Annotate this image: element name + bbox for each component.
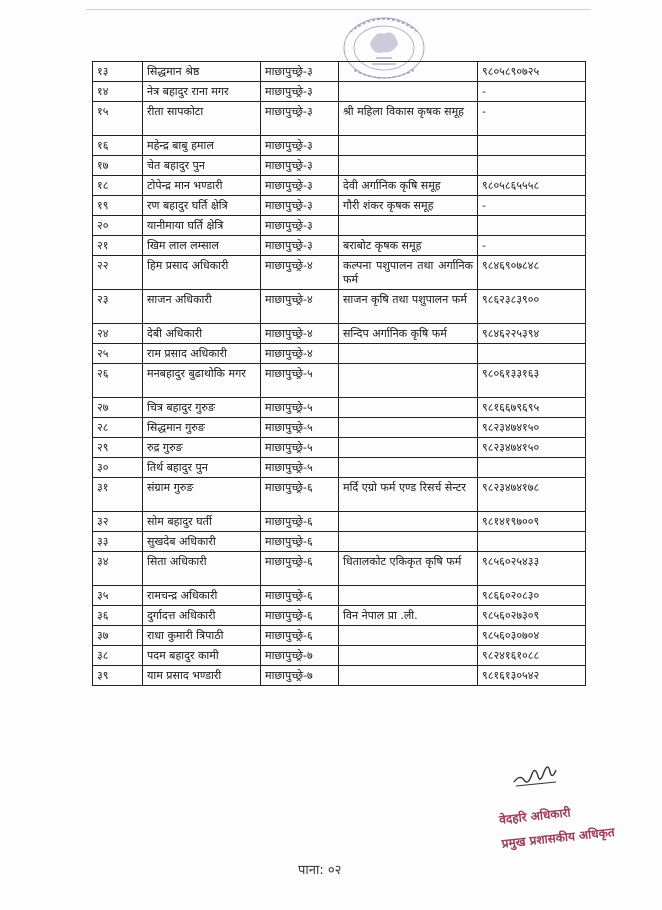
table-row [93, 156, 586, 176]
table-row [93, 398, 586, 418]
cell-group: सन्दिप अर्गानिक कृषि फर्म [339, 324, 478, 344]
cell-name: सिता अधिकारी [143, 552, 261, 586]
cell-address: माछापुच्छ्रे-५ [261, 438, 339, 458]
cell-address: माछापुच्छ्रे-६ [261, 512, 339, 532]
table-row [93, 666, 586, 686]
table-row [93, 478, 586, 512]
cell-serial: ३९ [93, 666, 143, 686]
cell-name: मनबहादुर बुढाथोकि मगर [143, 364, 261, 398]
cell-address: माछापुच्छ्रे-३ [261, 62, 339, 82]
cell-serial: १८ [93, 176, 143, 196]
cell-name: याम प्रसाद भण्डारी [143, 666, 261, 686]
cell-address: माछापुच्छ्रे-५ [261, 364, 339, 398]
cell-group: देवी अर्गानिक कृषि समूह [339, 176, 478, 196]
table-row [93, 344, 586, 364]
cell-serial: १७ [93, 156, 143, 176]
handwritten-signature [508, 756, 568, 796]
cell-serial: २९ [93, 438, 143, 458]
cell-name: टोपेन्द्र मान भण्डारी [143, 176, 261, 196]
cell-name: देबी अधिकारी [143, 324, 261, 344]
cell-group: मर्दि एग्रो फर्म एण्ड रिसर्च सेन्टर [339, 478, 478, 512]
cell-phone: - [478, 236, 586, 256]
table-row [93, 418, 586, 438]
cell-phone: - [478, 82, 586, 102]
cell-group [339, 626, 478, 646]
table-row [93, 62, 586, 82]
cell-address: माछापुच्छ्रे-३ [261, 82, 339, 102]
cell-name: सुखदेब अधिकारी [143, 532, 261, 552]
cell-address: माछापुच्छ्रे-४ [261, 256, 339, 290]
cell-address: माछापुच्छ्रे-६ [261, 586, 339, 606]
cell-name: राम प्रसाद अधिकारी [143, 344, 261, 364]
table-row [93, 626, 586, 646]
cell-name: चेत बहादुर पुन [143, 156, 261, 176]
cell-address: माछापुच्छ्रे-६ [261, 552, 339, 586]
cell-phone: ९८६२३८३९०० [478, 290, 586, 324]
table-row [93, 82, 586, 102]
cell-address: माछापुच्छ्रे-५ [261, 398, 339, 418]
cell-phone [478, 532, 586, 552]
cell-group [339, 438, 478, 458]
cell-serial: २५ [93, 344, 143, 364]
table-row [93, 586, 586, 606]
officer-name: वेदहरि अधिकारी [498, 805, 572, 827]
cell-name: पदम बहादुर कामी [143, 646, 261, 666]
cell-phone [478, 344, 586, 364]
table-row [93, 364, 586, 398]
cell-phone: ९८५६०३०७०४ [478, 626, 586, 646]
cell-phone: ९८६६०२०८३० [478, 586, 586, 606]
cell-serial: २३ [93, 290, 143, 324]
table-row [93, 256, 586, 290]
beneficiary-table [92, 61, 586, 686]
cell-name: तिर्थ बहादुर पुन [143, 458, 261, 478]
table-row [93, 606, 586, 626]
cell-group [339, 82, 478, 102]
cell-phone: ९८२३४७४१५० [478, 418, 586, 438]
cell-group [339, 586, 478, 606]
cell-phone: ९८२३४७४१५० [478, 438, 586, 458]
cell-phone: ९८२४१६१०८८ [478, 646, 586, 666]
cell-group [339, 532, 478, 552]
cell-serial: २२ [93, 256, 143, 290]
cell-serial: २० [93, 216, 143, 236]
cell-name: यानीमाया घर्ति क्षेत्रि [143, 216, 261, 236]
table-row [93, 324, 586, 344]
cell-group: कल्पना पशुपालन तथा अर्गानिक फर्म [339, 256, 478, 290]
cell-group [339, 216, 478, 236]
cell-serial: १४ [93, 82, 143, 102]
cell-address: माछापुच्छ्रे-३ [261, 216, 339, 236]
cell-name: राधा कुमारी त्रिपाठी [143, 626, 261, 646]
table-row [93, 458, 586, 478]
cell-serial: ३५ [93, 586, 143, 606]
table-row [93, 196, 586, 216]
cell-name: खिम लाल लम्साल [143, 236, 261, 256]
cell-serial: २१ [93, 236, 143, 256]
cell-group: बराबोट कृषक समूह [339, 236, 478, 256]
cell-serial: १३ [93, 62, 143, 82]
cell-phone: ९८५६०२७३०९ [478, 606, 586, 626]
cell-phone [478, 136, 586, 156]
cell-phone: - [478, 102, 586, 136]
cell-name: चित्र बहादुर गुरुङ [143, 398, 261, 418]
cell-phone: - [478, 196, 586, 216]
cell-address: माछापुच्छ्रे-५ [261, 418, 339, 438]
table-row [93, 646, 586, 666]
cell-serial: २४ [93, 324, 143, 344]
cell-address: माछापुच्छ्रे-३ [261, 102, 339, 136]
cell-name: महेन्द्र बाबु हमाल [143, 136, 261, 156]
cell-address: माछापुच्छ्रे-५ [261, 458, 339, 478]
cell-address: माछापुच्छ्रे-३ [261, 196, 339, 216]
cell-group [339, 646, 478, 666]
cell-serial: १६ [93, 136, 143, 156]
table-row [93, 102, 586, 136]
cell-address: माछापुच्छ्रे-७ [261, 666, 339, 686]
cell-serial: ३१ [93, 478, 143, 512]
cell-address: माछापुच्छ्रे-३ [261, 176, 339, 196]
table-row [93, 512, 586, 532]
table-row [93, 532, 586, 552]
cell-address: माछापुच्छ्रे-३ [261, 136, 339, 156]
cell-group: धितालकोट एकिकृत कृषि फर्म [339, 552, 478, 586]
cell-group [339, 136, 478, 156]
cell-name: सोम बहादुर घर्ती [143, 512, 261, 532]
cell-address: माछापुच्छ्रे-४ [261, 324, 339, 344]
cell-name: रीता सापकोटा [143, 102, 261, 136]
table-row [93, 552, 586, 586]
cell-name: रामचन्द्र अधिकारी [143, 586, 261, 606]
cell-name: सिद्धमान श्रेष्ठ [143, 62, 261, 82]
cell-phone: ९८१४१९७००९ [478, 512, 586, 532]
table-row [93, 136, 586, 156]
cell-group: विन नेपाल प्रा .ली. [339, 606, 478, 626]
cell-serial: १९ [93, 196, 143, 216]
cell-phone [478, 458, 586, 478]
cell-group [339, 398, 478, 418]
cell-group: गौरी शंकर कृषक समूह [339, 196, 478, 216]
cell-serial: ३० [93, 458, 143, 478]
cell-serial: २७ [93, 398, 143, 418]
cell-group [339, 364, 478, 398]
table-row [93, 290, 586, 324]
table-body [93, 62, 586, 686]
cell-group [339, 344, 478, 364]
cell-phone: ९८०६१३३१६३ [478, 364, 586, 398]
cell-serial: २८ [93, 418, 143, 438]
cell-group: साजन कृषि तथा पशुपालन फर्म [339, 290, 478, 324]
cell-phone: ९८२३४७४१७८ [478, 478, 586, 512]
cell-address: माछापुच्छ्रे-६ [261, 606, 339, 626]
cell-address: माछापुच्छ्रे-४ [261, 290, 339, 324]
cell-phone: ९८४६९०७८४८ [478, 256, 586, 290]
cell-address: माछापुच्छ्रे-३ [261, 156, 339, 176]
cell-name: रण बहादुर घर्ति क्षेत्रि [143, 196, 261, 216]
cell-serial: ३८ [93, 646, 143, 666]
table-row [93, 176, 586, 196]
cell-phone: ९८१६१३०५४२ [478, 666, 586, 686]
officer-stamp [498, 794, 632, 855]
table-row [93, 236, 586, 256]
cell-group [339, 458, 478, 478]
cell-address: माछापुच्छ्रे-४ [261, 344, 339, 364]
officer-designation: प्रमुख प्रशासकीय अधिकृत [501, 824, 616, 851]
cell-serial: ३४ [93, 552, 143, 586]
cell-serial: ३७ [93, 626, 143, 646]
cell-group: श्री महिला विकास कृषक समूह [339, 102, 478, 136]
cell-name: सिद्धमान गुरुङ [143, 418, 261, 438]
cell-phone: ९८०५८९०७२५ [478, 62, 586, 82]
cell-name: नेत्र बहादुर राना मगर [143, 82, 261, 102]
cell-name: संग्राम गुरुङ [143, 478, 261, 512]
cell-phone: ९८५६०२५४३३ [478, 552, 586, 586]
cell-serial: ३३ [93, 532, 143, 552]
cell-address: माछापुच्छ्रे-६ [261, 626, 339, 646]
cell-name: रुद्र गुरुङ [143, 438, 261, 458]
table-row [93, 438, 586, 458]
cell-serial: ३६ [93, 606, 143, 626]
cell-serial: १५ [93, 102, 143, 136]
cell-phone: ९८०५८६५५५८ [478, 176, 586, 196]
cell-group [339, 62, 478, 82]
cell-group [339, 512, 478, 532]
table-row [93, 216, 586, 236]
cell-address: माछापुच्छ्रे-७ [261, 646, 339, 666]
cell-serial: ३२ [93, 512, 143, 532]
page-top-edge [86, 9, 591, 10]
cell-phone [478, 156, 586, 176]
cell-group [339, 666, 478, 686]
page-number: पाना: ०२ [298, 863, 342, 878]
cell-name: साजन अधिकारी [143, 290, 261, 324]
cell-name: दुर्गादत्त अधिकारी [143, 606, 261, 626]
cell-phone: ९८४६२२५३९४ [478, 324, 586, 344]
cell-phone [478, 216, 586, 236]
cell-address: माछापुच्छ्रे-६ [261, 478, 339, 512]
cell-group [339, 156, 478, 176]
cell-address: माछापुच्छ्रे-३ [261, 236, 339, 256]
cell-name: हिम प्रसाद अधिकारी [143, 256, 261, 290]
cell-group [339, 418, 478, 438]
cell-address: माछापुच्छ्रे-६ [261, 532, 339, 552]
cell-serial: २६ [93, 364, 143, 398]
cell-phone: ९८१६६७९६९५ [478, 398, 586, 418]
